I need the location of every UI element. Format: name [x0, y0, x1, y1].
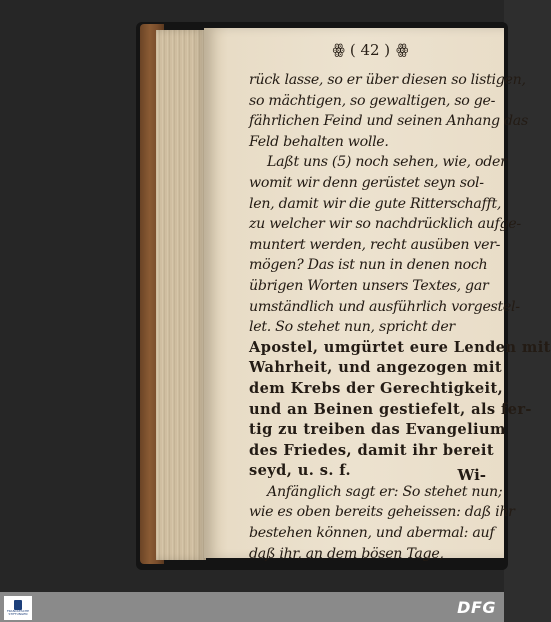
- text-line: Wahrheit, und angezogen mit: [249, 359, 503, 377]
- page-number: ( 42 ): [349, 41, 391, 59]
- text-line: umständlich und ausführlich vorgestel-: [249, 298, 520, 315]
- page-header: [300, 40, 440, 60]
- text-line: des Friedes, damit ihr bereit: [249, 441, 495, 459]
- text-line: wie es oben bereits geheissen: daß ihr: [249, 504, 515, 521]
- text-line: muntert werden, recht ausüben ver-: [249, 236, 501, 253]
- page-text: [249, 70, 551, 564]
- page-edges: [156, 30, 206, 560]
- text-line: seyd, u. s. f.: [249, 462, 351, 480]
- text-line: tig zu treiben das Evangelium: [249, 421, 506, 439]
- text-line: womit wir denn gerüstet seyn sol-: [249, 174, 484, 191]
- text-line: dem Krebs der Gerechtigkeit,: [249, 379, 504, 397]
- text-line: let. So stehet nun, spricht der: [249, 319, 455, 336]
- library-logo[interactable]: [4, 596, 32, 620]
- library-logo-text: FRANCKESCHE STIFTUNGEN: [6, 608, 30, 616]
- text-line: Feld behalten wolle.: [249, 133, 389, 150]
- text-line: daß ihr, an dem bösen Tage,: [249, 545, 444, 562]
- text-line: Anfänglich sagt er: So stehet nun;: [267, 483, 503, 500]
- text-line: so mächtigen, so gewaltigen, so ge-: [249, 92, 496, 109]
- text-line: rück lasse, so er über diesen so listigen,: [249, 72, 526, 88]
- text-line: len, damit wir die gute Ritterschafft,: [249, 195, 502, 212]
- footer-bar: [0, 592, 504, 622]
- book-page: [204, 28, 551, 562]
- text-line: Apostel, umgürtet eure Lenden mit: [249, 338, 551, 356]
- text-line: und an Beinen gestiefelt, als fer-: [249, 400, 532, 418]
- dfg-logo[interactable]: DFG: [457, 598, 496, 617]
- text-line: übrigen Worten unsers Textes, gar: [249, 277, 489, 294]
- ornament-right-icon: ꙮ: [396, 42, 408, 58]
- text-line: bestehen können, und abermal: auf: [249, 525, 495, 542]
- text-line: zu welcher wir so nachdrücklich aufge-: [249, 216, 521, 233]
- text-line: Laßt uns (5) noch sehen, wie, oder: [267, 154, 507, 171]
- text-line: fährlichen Feind und seinen Anhang das: [249, 113, 528, 130]
- text-line: mögen? Das ist nun in denen noch: [249, 257, 488, 274]
- ornament-left-icon: ꙮ: [332, 42, 344, 58]
- catchword: Wi-: [457, 466, 486, 484]
